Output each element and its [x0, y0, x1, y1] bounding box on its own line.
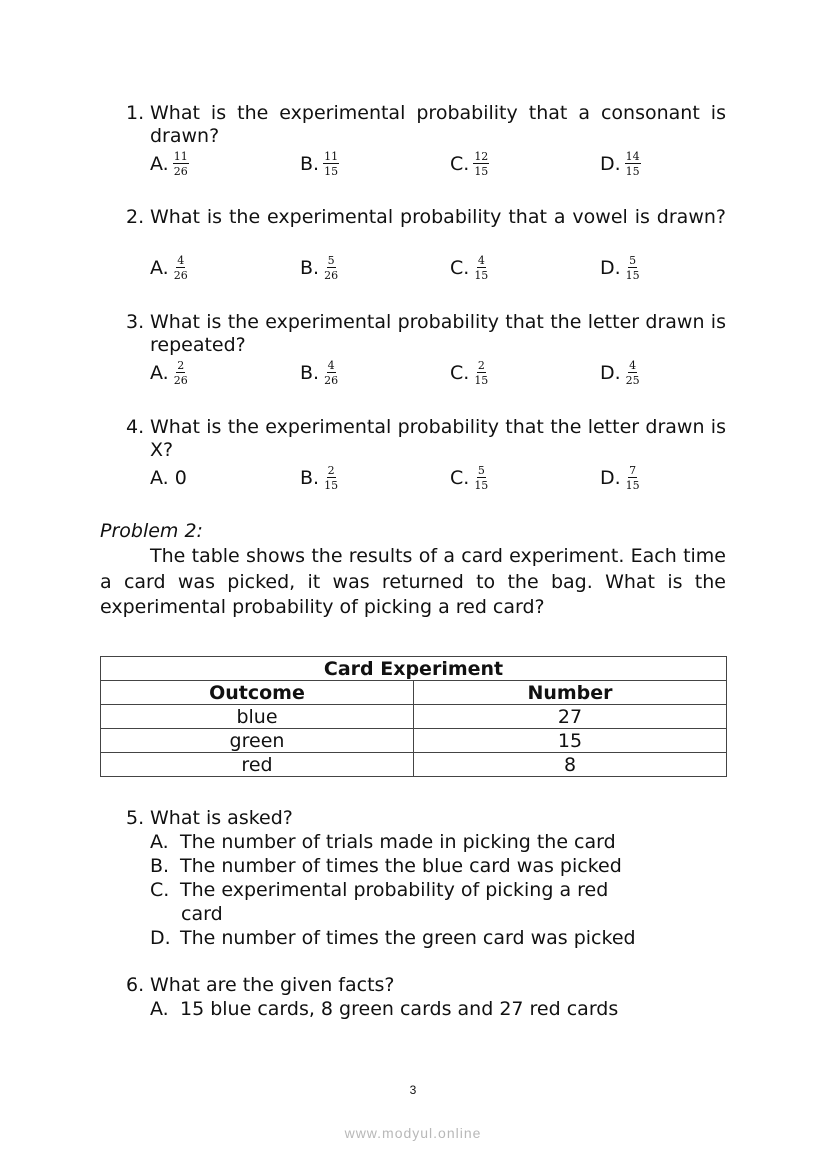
- choice-b[interactable]: [150, 854, 636, 878]
- option-a[interactable]: [150, 254, 189, 282]
- option-letter: B.: [300, 467, 320, 489]
- question-1: [126, 102, 726, 148]
- denominator: 26: [324, 374, 339, 387]
- numerator: 5: [477, 464, 485, 477]
- option-letter: C.: [450, 153, 470, 175]
- fraction: [323, 150, 339, 178]
- numerator: 2: [327, 464, 335, 477]
- option-d[interactable]: [600, 254, 641, 282]
- question-stem: What are the given facts?: [150, 974, 395, 996]
- option-a[interactable]: [150, 359, 189, 387]
- option-d[interactable]: [600, 150, 641, 178]
- choice-c[interactable]: [150, 878, 636, 926]
- table-row: [101, 753, 727, 777]
- watermark: www.modyul.online: [344, 1125, 482, 1141]
- numerator: 4: [477, 254, 485, 267]
- numerator: 7: [629, 464, 637, 477]
- question-stem: What is the experimental probability that a vowel is drawn?: [150, 206, 726, 228]
- column-header-outcome: Outcome: [101, 681, 414, 705]
- denominator: 25: [625, 374, 640, 387]
- option-c[interactable]: [450, 150, 489, 178]
- fraction: [173, 150, 189, 178]
- table-title: Card Experiment: [101, 657, 727, 681]
- option-b[interactable]: [300, 464, 339, 492]
- fraction: [323, 359, 339, 387]
- fraction: [323, 254, 339, 282]
- denominator: 15: [324, 165, 339, 178]
- table-row: [101, 705, 727, 729]
- numerator: 5: [629, 254, 637, 267]
- option-c[interactable]: [450, 254, 489, 282]
- problem-paragraph: The table shows the results of a card experiment. Each time a card was picked, it was returned to the bag. What is the experimental probability of picking a red card?: [100, 545, 726, 618]
- column-header-number: Number: [414, 681, 727, 705]
- question-5-choices: [150, 830, 636, 950]
- option-letter: D.: [600, 362, 621, 384]
- option-letter: B.: [300, 153, 320, 175]
- fraction: [323, 464, 339, 492]
- numerator: 2: [177, 359, 185, 372]
- option-letter: C.: [450, 362, 470, 384]
- table-header-row: [101, 681, 727, 705]
- fraction: [473, 254, 489, 282]
- question-4: [126, 416, 726, 462]
- card-experiment-table: [100, 656, 727, 777]
- option-letter: D.: [600, 467, 621, 489]
- outcome-cell: blue: [101, 705, 414, 729]
- question-number: 5.: [126, 807, 145, 829]
- problem-title: Problem 2:: [100, 520, 203, 542]
- denominator: 15: [625, 269, 640, 282]
- option-b[interactable]: [300, 150, 339, 178]
- numerator: 12: [474, 150, 489, 163]
- option-letter: A.: [150, 153, 169, 175]
- choice-text: The experimental probability of picking a red: [180, 879, 609, 901]
- option-d[interactable]: [600, 464, 641, 492]
- page-number: 3: [409, 1083, 417, 1097]
- choice-text: 15 blue cards, 8 green cards and 27 red cards: [180, 998, 619, 1020]
- fraction: [473, 464, 489, 492]
- table-title-row: [101, 657, 727, 681]
- option-a[interactable]: [150, 467, 187, 489]
- question-2: [126, 206, 726, 229]
- option-letter: C.: [450, 257, 470, 279]
- option-letter: B.: [300, 362, 320, 384]
- question-stem: What is the experimental probability that the letter drawn is repeated?: [150, 311, 726, 356]
- numerator: 11: [324, 150, 339, 163]
- fraction: [625, 254, 641, 282]
- question-stem: What is asked?: [150, 807, 293, 829]
- denominator: 15: [474, 269, 489, 282]
- fraction: [473, 359, 489, 387]
- denominator: 15: [625, 165, 640, 178]
- denominator: 26: [173, 269, 188, 282]
- denominator: 15: [474, 165, 489, 178]
- option-letter: A.: [150, 257, 169, 279]
- option-letter: D.: [600, 257, 621, 279]
- option-letter: A.: [150, 467, 169, 489]
- question-number: 2.: [126, 206, 145, 228]
- option-letter: C.: [450, 467, 470, 489]
- question-stem: What is the experimental probability that a consonant is drawn?: [150, 102, 726, 147]
- choice-text: The number of times the blue card was picked: [180, 855, 622, 877]
- numerator: 4: [177, 254, 185, 267]
- number-cell: 15: [414, 729, 727, 753]
- denominator: 26: [324, 269, 339, 282]
- number-cell: 8: [414, 753, 727, 777]
- number-cell: 27: [414, 705, 727, 729]
- choice-text-continued: card: [181, 903, 223, 925]
- fraction: [473, 150, 489, 178]
- choice-letter: A.: [150, 998, 169, 1020]
- denominator: 15: [474, 479, 489, 492]
- numerator: 14: [625, 150, 640, 163]
- outcome-cell: green: [101, 729, 414, 753]
- fraction: [625, 359, 641, 387]
- question-number: 4.: [126, 416, 145, 438]
- choice-letter: D.: [150, 927, 171, 949]
- choice-text: The number of times the green card was picked: [180, 927, 636, 949]
- numerator: 4: [629, 359, 637, 372]
- numerator: 4: [327, 359, 335, 372]
- option-letter: A.: [150, 362, 169, 384]
- question-3: [126, 311, 726, 357]
- option-letter: D.: [600, 153, 621, 175]
- question-6: [126, 973, 395, 997]
- denominator: 15: [474, 374, 489, 387]
- question-number: 3.: [126, 311, 145, 333]
- outcome-cell: red: [101, 753, 414, 777]
- choice-text: The number of trials made in picking the card: [180, 831, 616, 853]
- question-number: 1.: [126, 102, 145, 124]
- choice-d[interactable]: [150, 926, 636, 950]
- option-a[interactable]: [150, 150, 189, 178]
- denominator: 26: [173, 374, 188, 387]
- choice-letter: B.: [150, 855, 170, 877]
- question-number: 6.: [126, 974, 145, 996]
- option-c[interactable]: [450, 464, 489, 492]
- denominator: 15: [324, 479, 339, 492]
- fraction: [173, 359, 189, 387]
- numerator: 2: [477, 359, 485, 372]
- option-letter: B.: [300, 257, 320, 279]
- table-row: [101, 729, 727, 753]
- fraction: [173, 254, 189, 282]
- choice-a[interactable]: [150, 830, 636, 854]
- numerator: 11: [173, 150, 188, 163]
- choice-letter: A.: [150, 831, 169, 853]
- numerator: 5: [327, 254, 335, 267]
- denominator: 15: [625, 479, 640, 492]
- question-6-choices: [150, 997, 618, 1021]
- option-value: 0: [174, 467, 187, 489]
- option-c[interactable]: [450, 359, 489, 387]
- fraction: [625, 464, 641, 492]
- option-b[interactable]: [300, 359, 339, 387]
- choice-letter: C.: [150, 879, 170, 901]
- option-b[interactable]: [300, 254, 339, 282]
- denominator: 26: [173, 165, 188, 178]
- fraction: [625, 150, 641, 178]
- question-5: [126, 806, 293, 830]
- question-stem: What is the experimental probability that the letter drawn is X?: [150, 416, 726, 461]
- option-d[interactable]: [600, 359, 641, 387]
- choice-a[interactable]: [150, 997, 618, 1021]
